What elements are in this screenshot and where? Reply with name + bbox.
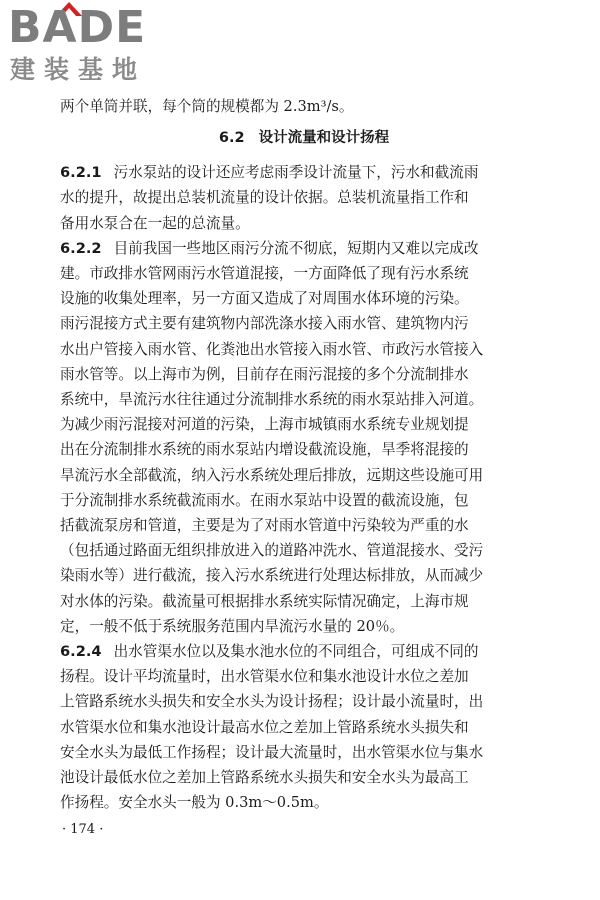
clause-line: 上管路系统水头损失和安全水头为设计扬程；设计最小流量时，出 [60, 693, 484, 711]
clause-line: 出在分流制排水系统的雨水泵站内增设截流设施，旱季将混接的 [60, 441, 469, 459]
clause-line: 扬程。设计平均流量时，出水管渠水位和集水池设计水位之差加 [60, 668, 469, 686]
clause-line: （包括通过路面无组织排放进入的道路冲洗水、管道混接水、受污 [60, 542, 484, 560]
logo-brand-text: BADE [8, 2, 147, 53]
clause-line: 旱流污水全部截流，纳入污水系统处理后排放，远期这些设施可用 [60, 466, 484, 484]
clause-line: 建。市政排水管网雨污水管道混接，一方面降低了现有污水系统 [60, 265, 469, 283]
clause-line: 于分流制排水系统截流雨水。在雨水泵站中设置的截流设施，包 [60, 491, 469, 509]
clause-line: 为减少雨污混接对河道的污染，上海市城镇雨水系统专业规划提 [60, 416, 469, 434]
clause-line: 对水体的污染。截流量可根据排水系统实际情况确定，上海市规 [60, 592, 469, 610]
clause-line: 6.2.4 出水管渠水位以及集水池水位的不同组合，可组成不同的 [60, 643, 479, 661]
clause-line: 雨水管等。以上海市为例，目前存在雨污混接的多个分流制排水 [60, 365, 469, 383]
document-body [60, 94, 548, 815]
site-logo [6, 4, 176, 86]
clause-line: 水的提升，故提出总装机流量的设计依据。总装机流量指工作和 [60, 189, 469, 207]
section-heading [60, 126, 548, 150]
clause-line: 6.2.1 污水泵站的设计还应考虑雨季设计流量下，污水和截流雨 [60, 164, 479, 182]
clause-number: 6.2.4 [60, 643, 102, 661]
clause-line: 水管渠水位和集水池设计最高水位之差加上管路系统水头损失和 [60, 718, 469, 736]
clause-line: 定，一般不低于系统服务范围内旱流污水量的 20％。 [60, 617, 405, 635]
section-number: 6.2 [218, 130, 245, 147]
clause-6-2-1 [60, 160, 548, 236]
clause-6-2-2 [60, 236, 548, 639]
clause-number: 6.2.1 [60, 164, 102, 182]
clause-number: 6.2.2 [60, 239, 102, 257]
intro-line: 两个单筒并联，每个筒的规模都为 2.3m³/s。 [60, 98, 354, 115]
clause-line: 染雨水等）进行截流，接入污水系统进行处理达标排放，从而减少 [60, 567, 484, 585]
clause-line: 池设计最低水位之差加上管路系统水头损失和安全水头为最高工 [60, 769, 469, 787]
clause-line: 系统中，旱流污水往往通过分流制排水系统的雨水泵站排入河道。 [60, 391, 484, 409]
clause-6-2-4 [60, 639, 548, 815]
clause-line: 备用水泵合在一起的总流量。 [60, 214, 250, 232]
clause-line: 作扬程。安全水头一般为 0.3m～0.5m。 [60, 794, 329, 812]
page-number: · 174 · [62, 822, 104, 837]
logo-subtitle-text: 建装基地 [10, 55, 147, 84]
clause-line: 水出户管接入雨水管、化粪池出水管接入雨水管、市政污水管接入 [60, 340, 484, 358]
clause-line: 雨污混接方式主要有建筑物内部洗涤水接入雨水管、建筑物内污 [60, 315, 469, 333]
section-title: 设计流量和设计扬程 [258, 130, 390, 147]
clause-line: 6.2.2 目前我国一些地区雨污分流不彻底，短期内又难以完成改 [60, 239, 479, 257]
clause-line: 设施的收集处理率，另一方面又造成了对周围水体环境的污染。 [60, 290, 469, 308]
clause-line: 安全水头为最低工作扬程；设计最大流量时，出水管渠水位与集水 [60, 743, 484, 761]
clause-line: 括截流泵房和管道，主要是为了对雨水管道中污染较为严重的水 [60, 517, 469, 535]
